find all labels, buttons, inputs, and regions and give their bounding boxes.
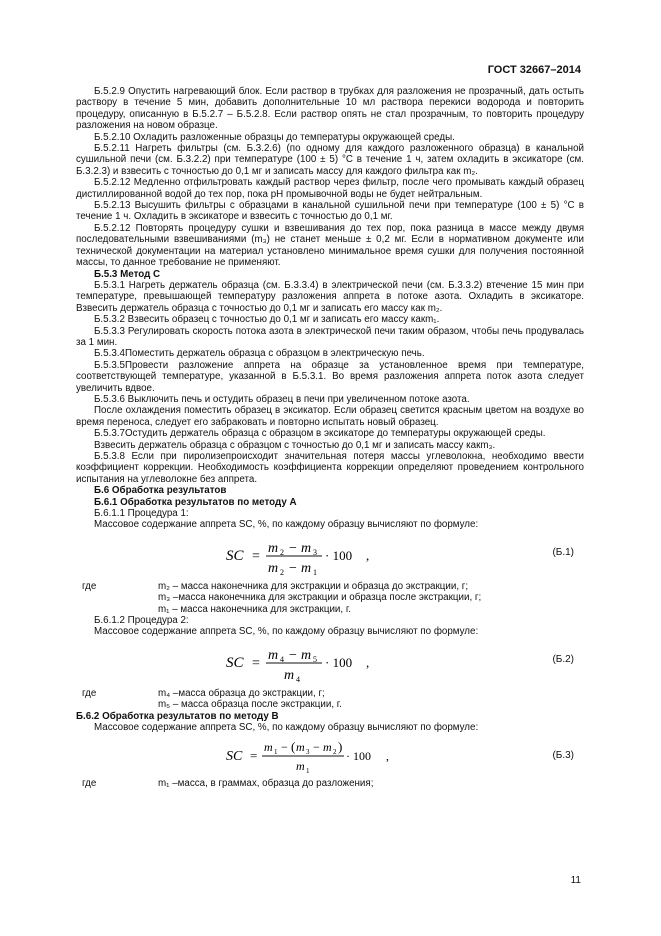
paragraph: Б.5.2.13 Высушить фильтры с образцами в канальной сушильной печи при температуре (100 ± 5) °С в течение 1 ч. Охладить в эксикаторе и взвесить с точностью до 0,1 мг. (76, 200, 584, 223)
formula-b2 (76, 640, 584, 686)
subscript: 2 (280, 567, 284, 577)
var-m: m (323, 739, 332, 754)
times-100: · 100 (325, 547, 353, 563)
var-m: m (301, 540, 312, 556)
minus-sign: − (281, 739, 288, 754)
formula-b1-expression (226, 533, 406, 579)
where-row (76, 581, 584, 592)
where-row (76, 688, 584, 699)
paragraph: Б.5.3.6 Выключить печь и остудить образец в печи при увеличенном потоке азота. (94, 393, 470, 405)
equals-sign: = (250, 747, 258, 763)
section-heading: Б.6 Обработка результатов (94, 485, 227, 497)
subscript: 1 (313, 567, 317, 577)
section-heading: Б.5.3 Метод С (94, 268, 161, 280)
where-row (76, 592, 584, 603)
subscript: 4 (280, 654, 284, 664)
variable-definition: m₂ – масса наконечника для экстракции и образца до экстракции, г; (158, 580, 469, 592)
procedure-label: Б.6.1.2 Процедура 2: (94, 615, 189, 627)
formula-b2-expression (226, 640, 406, 686)
variable-definition: m₁ –масса, в граммах, образца до разложения; (158, 777, 374, 789)
var-m: m (301, 647, 312, 663)
paragraph: Б.5.2.9 Опустить нагревающий блок. Если раствор в трубках для разложения не прозрачный, дать остыть раствору в течение 5 мин, добавить дополнительные 10 мл раствора перекиси водорода и повторить процедуру, описанную в Б.5.2.7 – Б.5.2.8. Если раствор опять не стал прозрачным, то повторить процедуру разложения на новом образце. (76, 86, 584, 132)
paragraph: Б.5.3.1 Нагреть держатель образца (см. Б.3.3.4) в электрической печи (см. Б.3.3.2) втечение 15 мин при температуре, превышающей температуру разложения аппрета в потоке азота. Охладить в эксикаторе. Взвесить держатель образца с точностью до 0,1 мг и записать его массу как m₂. (76, 279, 584, 314)
formula-intro: Массовое содержание аппрета SC, %, по каждому образцу вычисляют по формуле: (94, 626, 479, 638)
comma: , (366, 654, 370, 670)
paragraph: После охлаждения поместить образец в эксикатор. Если образец светится красным цветом на воздухе во время переноса, следует его забраковать и повторно испытать новый образец. (76, 405, 584, 428)
times-100: · 100 (325, 654, 353, 670)
subscript: 1 (274, 747, 278, 756)
subscript: 2 (333, 747, 337, 756)
formula-b3 (76, 736, 584, 776)
var-m: m (296, 758, 305, 773)
var-m: m (268, 647, 279, 663)
paragraph: Б.5.3.5Провести разложение аппрета на образце за установленное время при температуре, соответствующей температуре, указанной в Б.5.3.1. Во время разложения аппрета поток азота следует увеличить вдвое. (76, 359, 584, 394)
var-m: m (268, 540, 279, 556)
variable-definition: m₄ –масса образца до экстракции, г; (158, 687, 325, 699)
comma: , (366, 547, 370, 563)
subsection-heading: Б.6.1 Обработка результатов по методу А (94, 496, 297, 508)
subsection-heading: Б.6.2 Обработка результатов по методу В (76, 710, 279, 722)
paragraph: Взвесить держатель образца с образцом с точностью до 0,1 мг и записать массу какm₃. (94, 439, 496, 451)
var-m: m (296, 739, 305, 754)
subscript: 3 (306, 747, 310, 756)
page-number: 11 (570, 875, 581, 886)
right-paren: ) (338, 738, 343, 754)
equation-number: (Б.3) (552, 749, 574, 761)
where-label: где (82, 777, 97, 789)
formula-intro: Массовое содержание аппрета SC, %, по каждому образцу вычисляют по формуле: (94, 519, 479, 531)
var-m: m (268, 560, 279, 576)
document-body (76, 86, 584, 789)
paragraph: Б.5.3.2 Взвесить образец с точностью до 0,1 мг и записать его массу какm₁. (94, 314, 440, 326)
variable-definition: m₅ – масса образца после экстракции, г. (158, 699, 342, 711)
paragraph: Б.5.3.3 Регулировать скорость потока азота в электрической печи таким образом, чтобы печь продувалась за 1 мин. (76, 325, 584, 348)
variable-definition: m₃ –масса наконечника для экстракции и образца после экстракции, г; (158, 592, 482, 604)
procedure-label: Б.6.1.1 Процедура 1: (94, 508, 189, 520)
paragraph: Б.5.3.7Остудить держатель образца с образцом в эксикаторе до температуры окружающей среды. (94, 428, 546, 440)
paragraph: Б.5.3.4Поместить держатель образца с образцом в электрическую печь. (94, 348, 425, 360)
subscript: 1 (306, 766, 310, 775)
sc-symbol: SC (226, 748, 243, 764)
equation-number: (Б.1) (552, 546, 574, 558)
standard-number: ГОСТ 32667–2014 (487, 64, 581, 76)
paragraph: Б.5.2.12 Повторять процедуру сушки и взвешивания до тех пор, пока разница в массе между двумя последовательными взвешиваниями (m₃) не станет меньше ± 0,2 мг. Если в нормативном документе или технической документации на материал установлено минимальное время сушки для получения постоянной массы, то данное требование не применяют. (76, 222, 584, 269)
minus-sign: − (289, 540, 297, 556)
minus-sign: − (289, 560, 297, 576)
sc-symbol: SC (226, 654, 244, 671)
subscript: 5 (313, 654, 317, 664)
equals-sign: = (252, 655, 260, 671)
left-paren: ( (291, 738, 296, 754)
minus-sign: − (313, 739, 320, 754)
paragraph: Б.5.2.12 Медленно отфильтровать каждый раствор через фильтр, после чего промывать каждый образец дистиллированной водой до тех пор, пока pH промывочной воды не будет нейтральным. (76, 177, 584, 200)
subscript: 3 (313, 547, 317, 557)
where-label: где (82, 687, 97, 699)
paragraph: Б.5.2.10 Охладить разложенные образцы до температуры окружающей среды. (94, 131, 455, 143)
var-m: m (284, 667, 295, 683)
equals-sign: = (252, 548, 260, 564)
times-100: · 100 (346, 748, 371, 763)
var-m: m (264, 739, 273, 754)
formula-b1 (76, 533, 584, 579)
subscript: 4 (296, 674, 300, 684)
equation-number: (Б.2) (552, 653, 574, 665)
formula-intro: Массовое содержание аппрета SC, %, по каждому образцу вычисляют по формуле: (94, 722, 479, 734)
where-row (76, 778, 584, 789)
variable-definition: m₁ – масса наконечника для экстракции, г. (158, 603, 351, 615)
paragraph: Б.5.2.11 Нагреть фильтры (см. Б.3.2.6) (по одному для каждого разложенного образца) в канальной сушильной печи (см. Б.3.2.2) при температуре (100 ± 5) °С в течение 1 ч, затем охладить в эксикаторе (см. Б.3.2.3) и взвесить с точностью до 0,1 мг и записать массу для каждого фильтра как m₂. (76, 143, 584, 177)
where-row (76, 604, 584, 615)
where-row (76, 699, 584, 710)
var-m: m (301, 560, 312, 576)
formula-b3-expression (226, 736, 406, 776)
paragraph: Б.5.3.8 Если при пиролизепроисходит значительная потеря массы углеволокна, необходимо ввести коэффициент коррекции. Необходимость коэффициента коррекции определяют проведением контрольного испытания на углеволокне без аппрета. (76, 451, 584, 485)
comma: , (386, 748, 389, 763)
where-label: где (82, 580, 97, 592)
sc-symbol: SC (226, 547, 244, 564)
minus-sign: − (289, 647, 297, 663)
subscript: 2 (280, 547, 284, 557)
